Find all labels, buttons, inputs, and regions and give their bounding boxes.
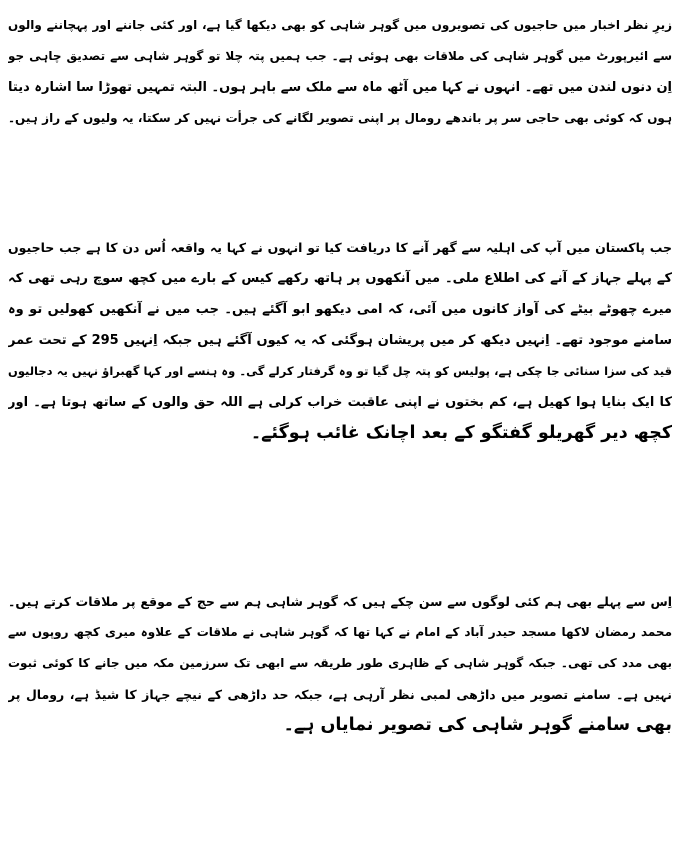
paragraph-1 xyxy=(8,10,672,134)
paragraph-2 xyxy=(8,232,672,449)
text-line: میرے چھوٹے بیٹے کی آواز کانوں میں آئی، کہ امی دیکھو ابو آگئے ہیں۔ جب میں نے آنکھیں کھولیں تو وہ xyxy=(8,302,672,317)
paragraph-3 xyxy=(8,586,672,741)
text-line: بھی سامنے گوہر شاہی کی تصویر نمایاں ہے۔ xyxy=(283,715,672,735)
text-line: کچھ دیر گھریلو گفتگو کے بعد اچانک غائب ہوگئے۔ xyxy=(250,423,672,443)
text-line: نہیں ہے۔ سامنے تصویر میں داڑھی لمبی نظر آرہی ہے، جبکہ حد داڑھی کے نیچے جہاز کا شیڈ ہے، رومال پر xyxy=(8,687,672,702)
text-line: محمد رمضان لاکھا مسجد حیدر آباد کے امام نے کہا تھا کہ گوہر شاہی نے ملاقات کے علاوہ میری کچھ روپوں سے xyxy=(8,625,672,639)
text-line: اِن دنوں لندن میں تھے۔ انہوں نے کہا میں آٹھ ماہ سے ملک سے باہر ہوں۔ البتہ تمہیں تھوڑا سا اشارہ دیتا xyxy=(8,80,672,95)
text-line: بھی مدد کی تھی۔ جبکہ گوہر شاہی کے ظاہری طور طریقہ سے ابھی تک سرزمین مکہ میں جانے کا کوئی ثبوت xyxy=(8,656,672,670)
text-line: کا ایک بنایا ہوا کھیل ہے، کم بختوں نے اپنی عاقبت خراب کرلی ہے اللہ حق والوں کے ساتھ ہوتا ہے۔ اور xyxy=(8,395,672,410)
text-line: قید کی سزا سنائی جا چکی ہے، پولیس کو پتہ چل گیا تو وہ گرفتار کرلے گی۔ وہ ہنسے اور کہا گھبراؤ نہیں یہ دجالیوں xyxy=(8,364,672,378)
text-line: کے پہلے جہاز کے آنے کی اطلاع ملی۔ میں آنکھوں پر ہاتھ رکھے کیس کے بارے میں کچھ سوچ رہی تھی کہ xyxy=(8,271,672,286)
text-line: ہوں کہ کوئی بھی حاجی سر پر باندھے رومال پر اپنی تصویر لگانے کی جرأت نہیں کر سکتا، یہ ولیوں کے راز ہیں۔ xyxy=(8,111,672,125)
text-line: سامنے موجود تھے۔ اِنہیں دیکھ کر میں پریشان ہوگئی کہ یہ کیوں آگئے ہیں جبکہ اِنہیں 295 کے تحت عمر xyxy=(8,333,672,348)
text-line: سے ائیرپورٹ میں گوہر شاہی کی ملاقات بھی ہوئی ہے۔ جب ہمیں پتہ چلا تو گوہر شاہی سے تصدیق چاہی جو xyxy=(8,49,672,63)
text-line: زیرِ نظر اخبار میں حاجیوں کی تصویروں میں گوہر شاہی کو بھی دیکھا گیا ہے، اور کئی جاننے اور پہچاننے والوں xyxy=(8,18,672,32)
text-line: جب پاکستان میں آپ کی اہلیہ سے گھر آنے کا دریافت کیا تو انہوں نے کہا یہ واقعہ اُس دن کا ہے جب حاجیوں xyxy=(8,240,672,255)
text-line: اِس سے پہلے بھی ہم کئی لوگوں سے سن چکے ہیں کہ گوہر شاہی ہم سے حج کے موقع پر ملاقات کرتے ہیں۔ xyxy=(8,594,672,609)
